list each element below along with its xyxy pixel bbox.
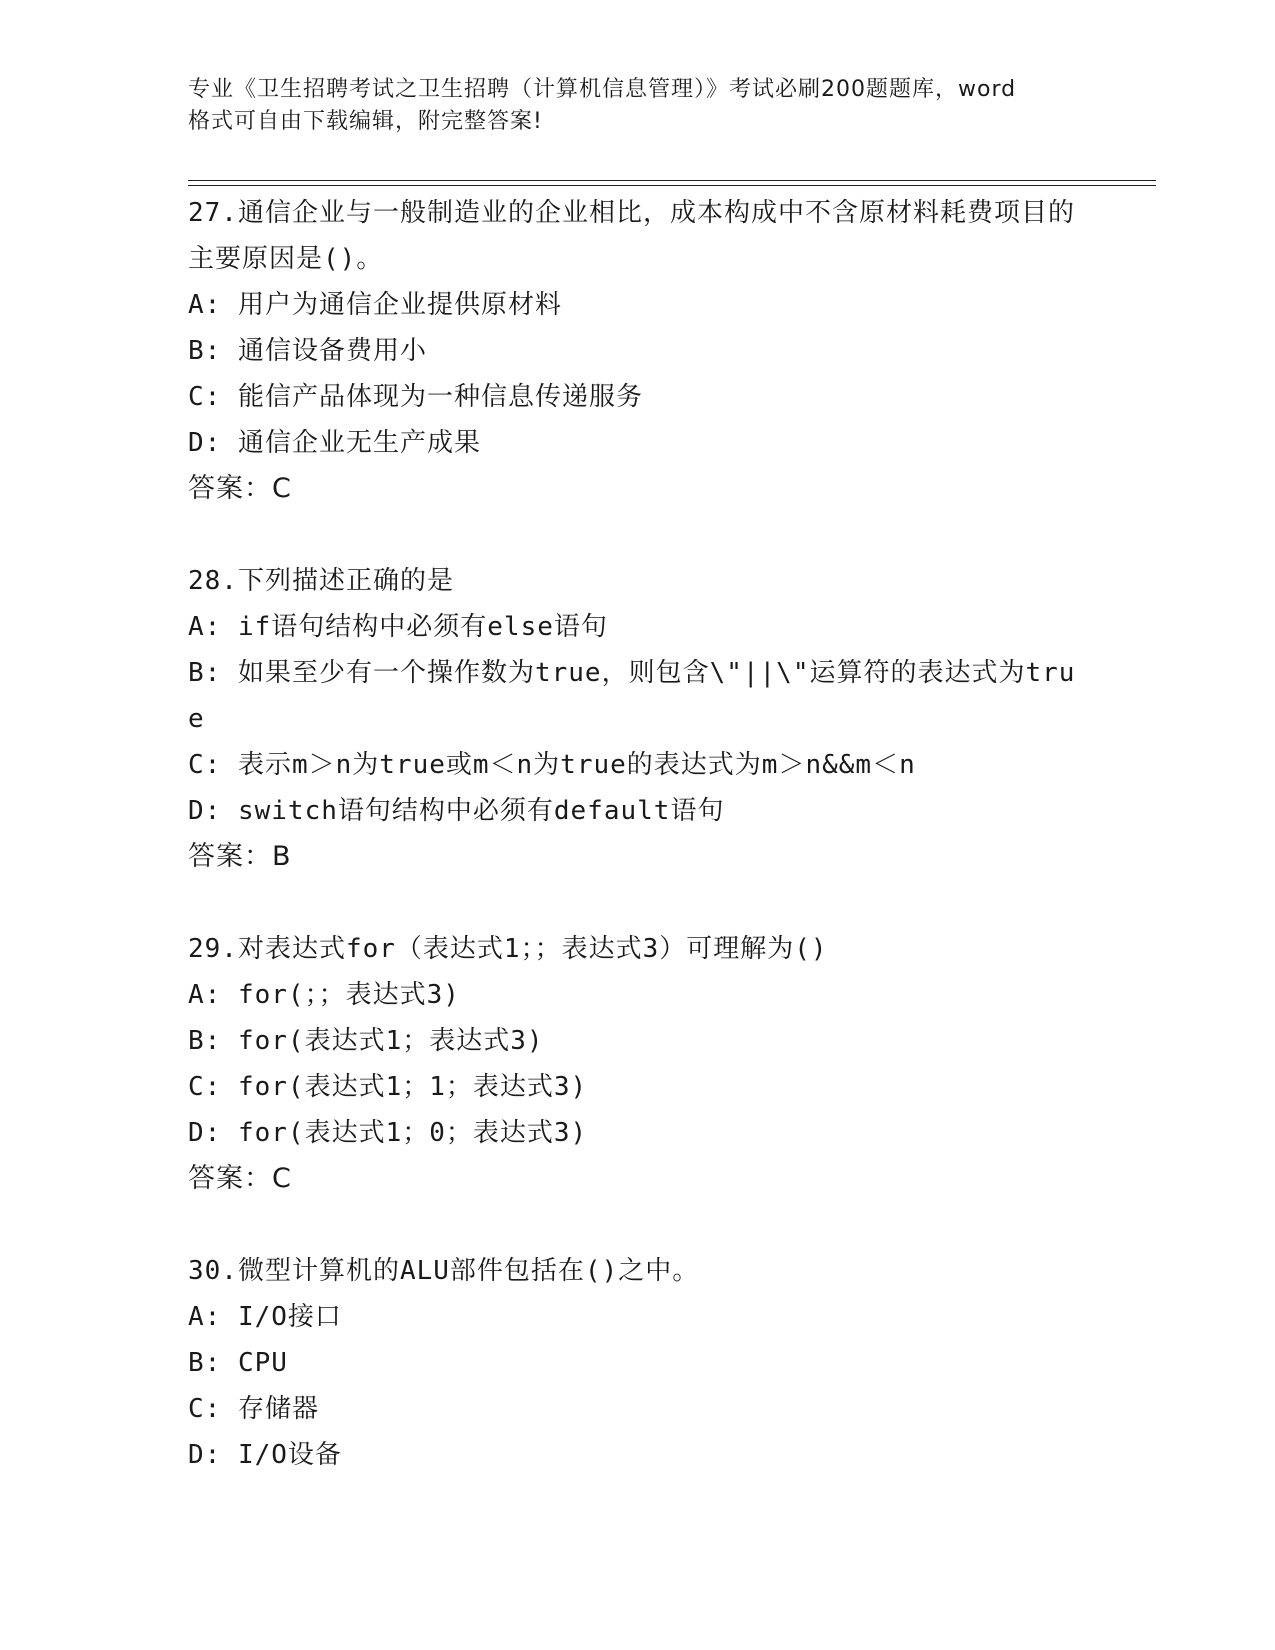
option-d: D: switch语句结构中必须有default语句 bbox=[188, 796, 725, 826]
question-30 bbox=[188, 1248, 1088, 1478]
option-d: D: for(表达式1；0；表达式3) bbox=[188, 1118, 588, 1148]
question-list bbox=[188, 190, 1088, 1524]
option-a: A: for(；；表达式3) bbox=[188, 980, 460, 1010]
question-text: 30.微型计算机的ALU部件包括在()之中。 bbox=[188, 1256, 700, 1286]
question-text: 28.下列描述正确的是 bbox=[188, 566, 454, 596]
question-text: 27.通信企业与一般制造业的企业相比，成本构成中不含原材料耗费项目的主要原因是()。 bbox=[188, 198, 1075, 274]
answer: 答案：B bbox=[188, 841, 292, 872]
question-28 bbox=[188, 558, 1088, 880]
option-a: A: I/O接口 bbox=[188, 1302, 342, 1332]
header-divider-top bbox=[188, 180, 1156, 181]
question-27 bbox=[188, 190, 1088, 512]
header-line-1: 专业《卫生招聘考试之卫生招聘（计算机信息管理）》考试必刷200题题库，word bbox=[188, 77, 1017, 102]
header-line-2: 格式可自由下载编辑，附完整答案! bbox=[188, 109, 543, 134]
option-b: B: for(表达式1；表达式3) bbox=[188, 1026, 544, 1056]
answer: 答案：C bbox=[188, 1163, 292, 1194]
option-c: C: 能信产品体现为一种信息传递服务 bbox=[188, 382, 643, 412]
option-b: B: 如果至少有一个操作数为true，则包含\"||\"运算符的表达式为true bbox=[188, 658, 1076, 734]
option-c: C: 表示m＞n为true或m＜n为true的表达式为m＞n&&m＜n bbox=[188, 750, 916, 780]
header-divider-bottom bbox=[188, 185, 1156, 186]
question-29 bbox=[188, 926, 1088, 1202]
option-d: D: 通信企业无生产成果 bbox=[188, 428, 481, 458]
option-b: B: CPU bbox=[188, 1348, 288, 1378]
question-text: 29.对表达式for（表达式1；；表达式3）可理解为() bbox=[188, 934, 828, 964]
option-c: C: 存储器 bbox=[188, 1394, 319, 1424]
document-header bbox=[188, 74, 1088, 138]
option-a: A: if语句结构中必须有else语句 bbox=[188, 612, 608, 642]
option-a: A: 用户为通信企业提供原材料 bbox=[188, 290, 562, 320]
option-d: D: I/O设备 bbox=[188, 1440, 342, 1470]
option-b: B: 通信设备费用小 bbox=[188, 336, 427, 366]
answer: 答案：C bbox=[188, 473, 292, 504]
option-c: C: for(表达式1；1；表达式3) bbox=[188, 1072, 588, 1102]
